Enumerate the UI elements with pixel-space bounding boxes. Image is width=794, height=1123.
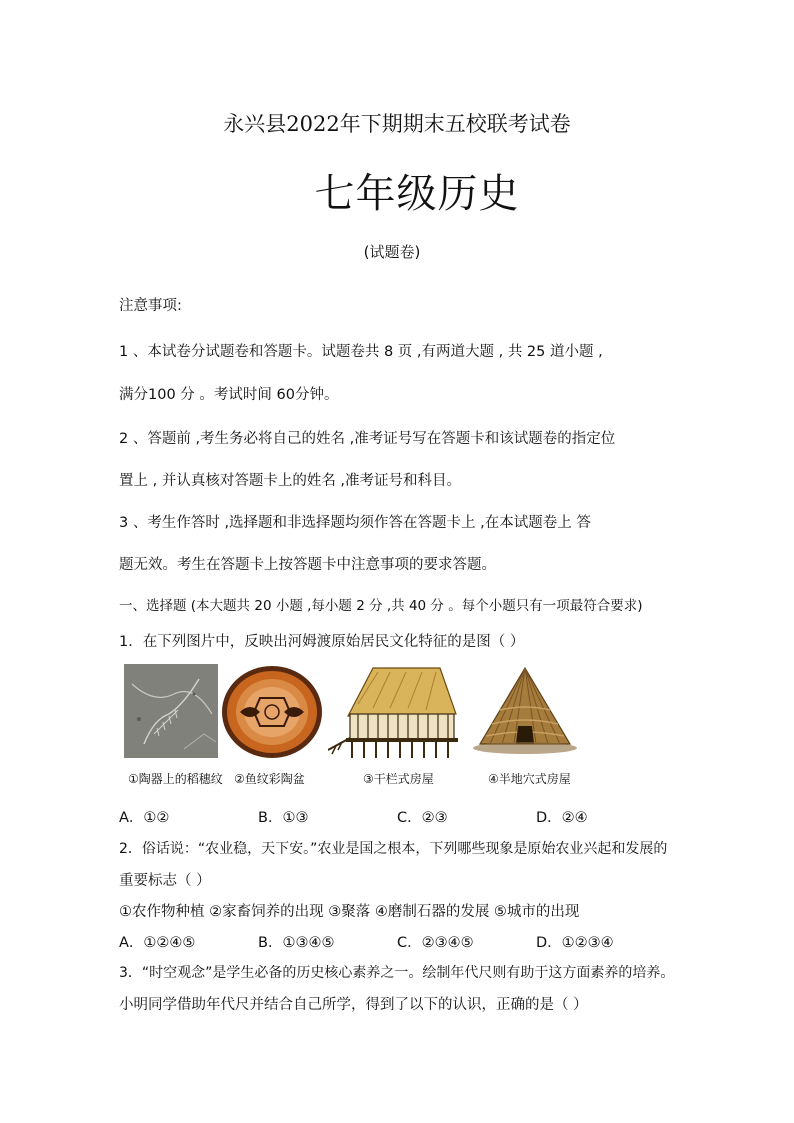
q2-stem-line-1: 2．俗话说：“农业稳，天下安。”农业是国之根本，下列哪些现象是原始农业兴起和发展的 — [119, 841, 668, 857]
notes-line-4: 置上 , 并认真核对答题卡上的姓名 ,准考证号和科目。 — [119, 473, 462, 489]
notes-line-6: 题无效。考生在答题卡上按答题卡中注意事项的要求答题。 — [119, 557, 496, 573]
q1-stem: 1．在下列图片中，反映出河姆渡原始居民文化特征的是图（ ） — [119, 634, 525, 650]
notes-line-2: 满分100 分 。考试时间 60分钟。 — [119, 387, 339, 403]
notes-line-5: 3 、考生作答时 ,选择题和非选择题均须作答在答题卡上 ,在本试题卷上 答 — [119, 515, 591, 531]
paper-type: (试题卷) — [363, 243, 421, 261]
fish-pattern-basin-image — [220, 664, 324, 764]
q1-option-d: D．②④ — [536, 810, 588, 826]
q2-option-b: B．①③④⑤ — [258, 935, 335, 951]
notes-line-1: 1 、本试卷分试题卷和答题卡。试题卷共 8 页 ,有两道大题 , 共 25 道小题 , — [119, 344, 603, 360]
subject-title: 七年级历史 — [314, 171, 520, 217]
q3-stem-line-2: 小明同学借助年代尺并结合自己所学，得到了以下的认识，正确的是（ ） — [119, 997, 588, 1013]
q1-option-c: C．②③ — [397, 810, 448, 826]
q3-stem-line-1: 3．“时空观念”是学生必备的历史核心素养之一。绘制年代尺则有助于这方面素养的培养。 — [119, 965, 675, 981]
section-heading: 一、选择题 (本大题共 20 小题 ,每小题 2 分 ,共 40 分 。每个小题只有一项最符合要求) — [119, 598, 643, 614]
q1-caption-4: ④半地穴式房屋 — [488, 772, 571, 786]
q1-caption-1: ①陶器上的稻穗纹 — [128, 772, 223, 786]
q1-option-b: B．①③ — [258, 810, 309, 826]
rice-pattern-pottery-image — [124, 664, 218, 762]
q2-option-d: D．①②③④ — [536, 935, 614, 951]
exam-title: 永兴县2022年下期期末五校联考试卷 — [223, 112, 571, 136]
q1-caption-3: ③干栏式房屋 — [363, 772, 434, 786]
stilt-house-image — [328, 664, 460, 764]
notes-line-3: 2 、答题前 ,考生务必将自己的姓名 ,准考证号写在答题卡和该试题卷的指定位 — [119, 431, 616, 447]
q2-items: ①农作物种植 ②家畜饲养的出现 ③聚落 ④磨制石器的发展 ⑤城市的出现 — [119, 904, 580, 920]
q1-caption-2: ②鱼纹彩陶盆 — [234, 772, 305, 786]
semi-subterranean-hut-image — [470, 664, 580, 764]
q2-option-a: A．①②④⑤ — [119, 935, 196, 951]
q2-option-c: C．②③④⑤ — [397, 935, 474, 951]
q1-option-a: A．①② — [119, 810, 170, 826]
notes-heading: 注意事项: — [119, 298, 182, 314]
q1-figures — [120, 664, 590, 762]
q2-stem-line-2: 重要标志（ ） — [119, 873, 211, 889]
